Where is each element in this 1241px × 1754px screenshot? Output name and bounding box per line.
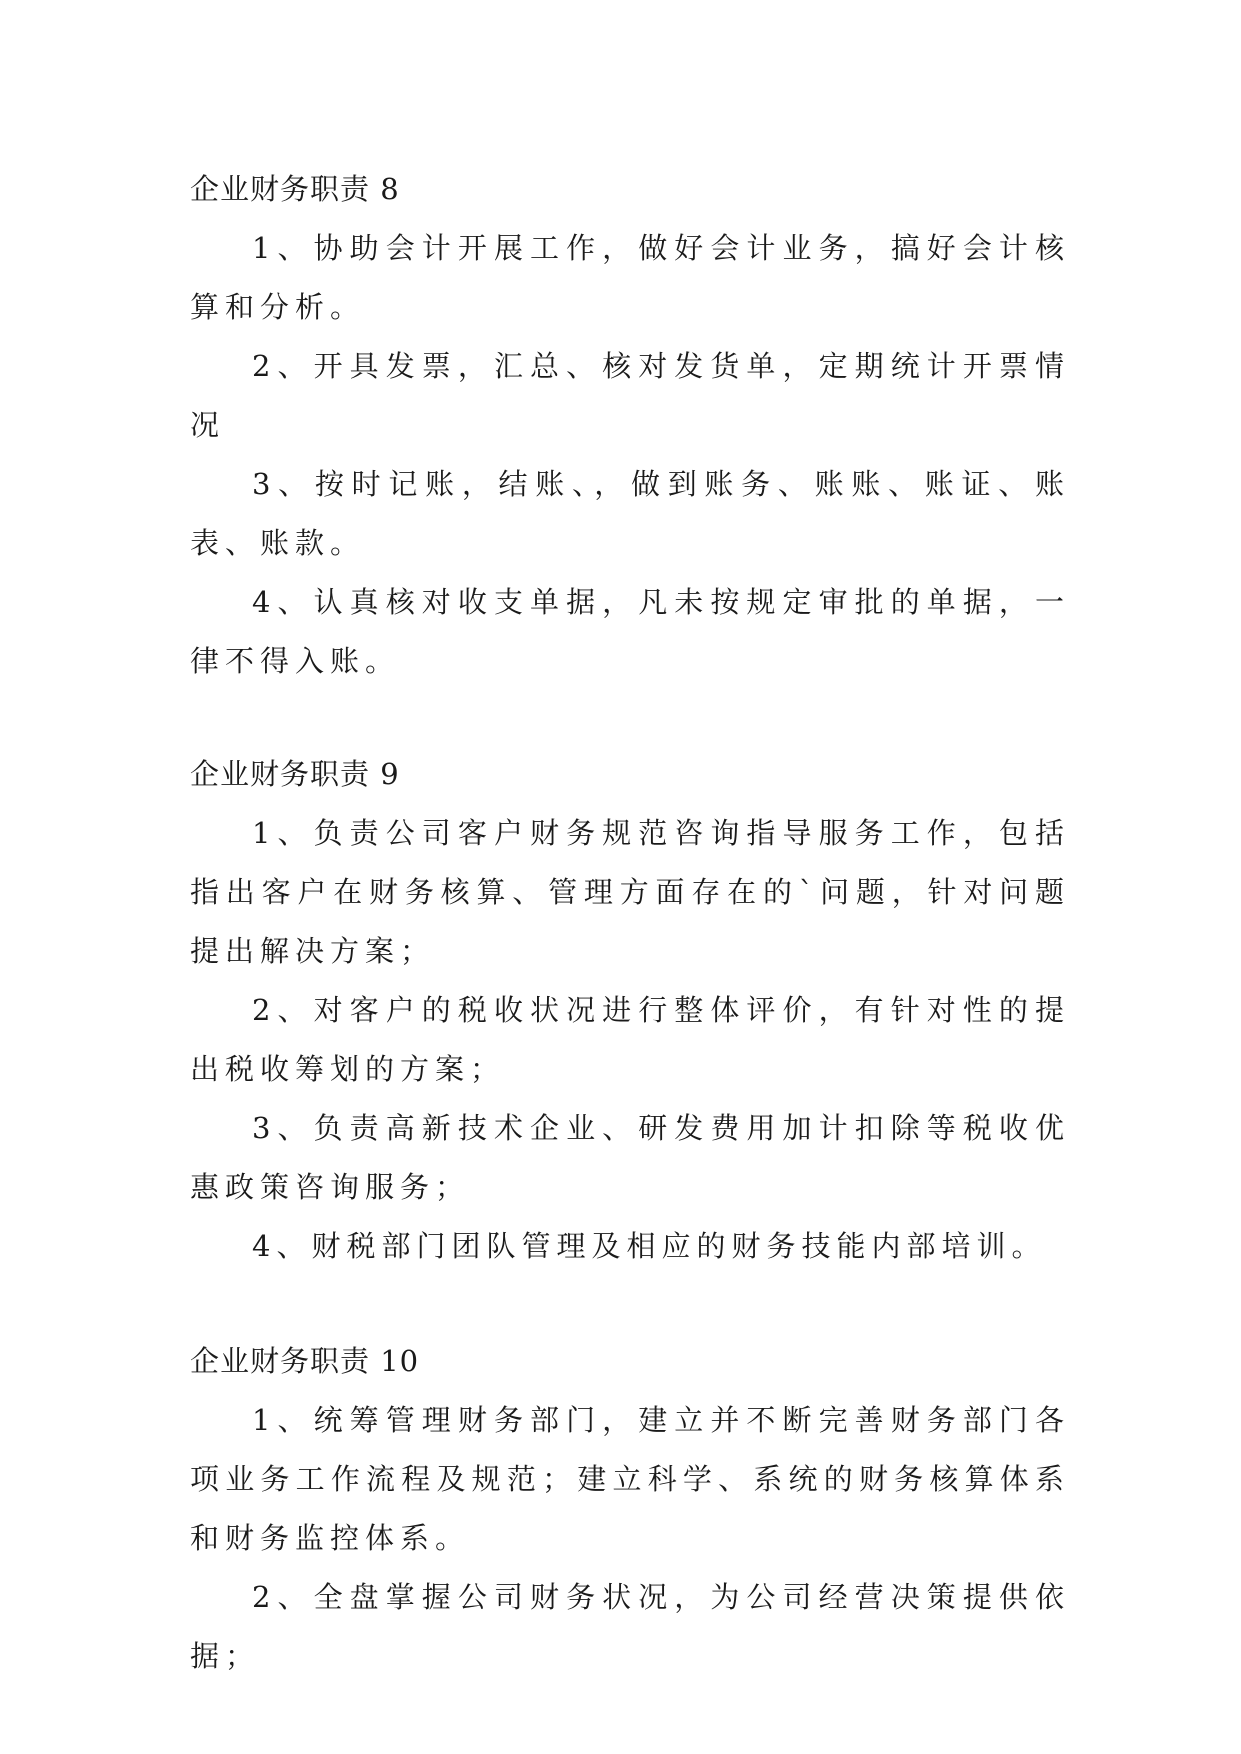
list-item: 2、对客户的税收状况进行整体评价，有针对性的提出税收筹划的方案； <box>190 993 1070 1086</box>
list-item: 3、负责高新技术企业、研发费用加计扣除等税收优惠政策咨询服务； <box>190 1111 1070 1204</box>
section-duty-10 <box>190 1332 1070 1686</box>
list-item: 1、协助会计开展工作，做好会计业务，搞好会计核算和分析。 <box>190 231 1070 324</box>
list-item: 1、统筹管理财务部门，建立并不断完善财务部门各项业务工作流程及规范；建立科学、系统的财务核算体系和财务监控体系。 <box>190 1403 1070 1555</box>
section-title: 企业财务职责 9 <box>190 757 400 791</box>
list-item: 2、开具发票，汇总、核对发货单，定期统计开票情况 <box>190 349 1070 442</box>
list-item: 2、全盘掌握公司财务状况，为公司经营决策提供依据； <box>190 1580 1070 1673</box>
list-item: 4、认真核对收支单据，凡未按规定审批的单据，一律不得入账。 <box>190 585 1070 678</box>
section-duty-9 <box>190 745 1070 1276</box>
list-item: 1、负责公司客户财务规范咨询指导服务工作，包括指出客户在财务核算、管理方面存在的`问题，针对问题提出解决方案； <box>190 816 1070 968</box>
list-item: 4、财税部门团队管理及相应的财务技能内部培训。 <box>252 1229 1047 1263</box>
section-duty-8 <box>190 160 1070 691</box>
section-title: 企业财务职责 8 <box>190 172 400 206</box>
section-title: 企业财务职责 10 <box>190 1344 420 1378</box>
list-item: 3、按时记账，结账、，做到账务、账账、账证、账表、账款。 <box>190 467 1070 560</box>
document-body <box>190 160 1070 1742</box>
